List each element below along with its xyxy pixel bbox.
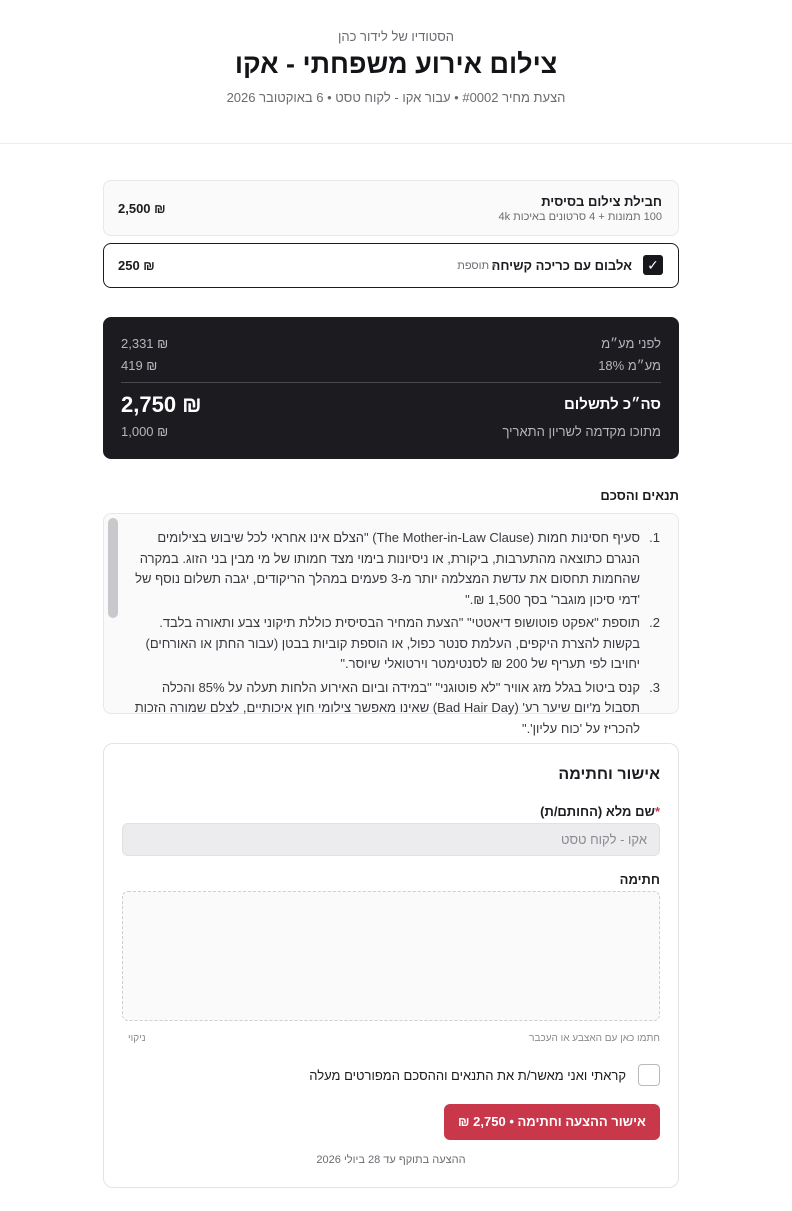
item-price: 2,500 ₪	[118, 201, 166, 216]
terms-item-text: קנס ביטול בגלל מזג אוויר "לא פוטוגני" "במידה וביום האירוע הלחות תעלה על 85% והכלה תסבול מ'יום שיער רע' (Bad Hair Day) שאינו מאפשר צילומי חוץ איכותיים, לצלם שמורה הזכות להכריז על 'כוח עליון'."	[134, 679, 640, 736]
terms-item	[134, 613, 660, 675]
item-description: 100 תמונות + 4 סרטונים באיכות 4k	[498, 211, 662, 223]
subtotal-label: לפני מע״מ	[601, 336, 661, 351]
signature-pad[interactable]	[122, 891, 660, 1021]
addon-tag: • תוספת	[457, 260, 496, 272]
quote-meta: הצעת מחיר #0002 • עבור אקו - לקוח טסט • 6 באוקטובר 2026	[226, 90, 566, 105]
signature-field-label: חתימה	[619, 872, 660, 887]
terms-item	[134, 678, 660, 740]
terms-scroll-area[interactable]	[103, 513, 679, 736]
total-label: סה״כ לתשלום	[563, 396, 661, 413]
full-name-input[interactable]: אקו - לקוח טסט	[122, 823, 660, 856]
terms-item-number: 2.	[649, 615, 660, 630]
signature-title: אישור וחתימה	[558, 766, 660, 783]
summary-divider	[121, 382, 661, 383]
total-value: 2,750 ₪	[121, 392, 202, 417]
deposit-value: 1,000 ₪	[121, 424, 169, 439]
clear-signature-button[interactable]: ניקוי	[128, 1033, 146, 1044]
terms-item-number: 3.	[649, 679, 660, 695]
price-summary	[103, 317, 679, 459]
page-title: צילום אירוע משפחתי - אקו	[234, 49, 558, 79]
agree-terms-label[interactable]: קראתי ואני מאשר/ת את התנאים וההסכם המפורטים מעלה	[309, 1068, 626, 1083]
terms-list	[104, 514, 678, 739]
item-name: חבילת צילום בסיסית	[541, 194, 662, 209]
signature-hint: חתמו כאן עם האצבע או העכבר	[529, 1033, 660, 1044]
line-item-basic-package	[103, 180, 679, 236]
valid-until-note: ההצעה בתוקף עד 28 ביולי 2026	[316, 1154, 466, 1166]
name-label-text: שם מלא (החותם/ת)	[540, 804, 655, 819]
deposit-label: מתוכו מקדמה לשריון התאריך	[502, 424, 661, 439]
signature-card	[103, 743, 679, 1188]
vat-label: מע״מ 18%	[598, 358, 661, 373]
terms-item-text: תוספת "אפקט פוטושופ דיאטטי" "הצעת המחיר הבסיסית כוללת תיקוני צבע ותאורה בלבד. בקשות להצרת היקפים, העלמת סנטר כפול, או הוספת קוביות בבטן (עבור החתן או האורחים) יחויבו לפי תעריף של 200 ₪ לסנטימטר וירטואלי שיוסר."	[145, 615, 640, 671]
item-name: אלבום עם כריכה קשיחה	[491, 258, 632, 273]
studio-name: הסטודיו של לידור כהן	[337, 29, 455, 44]
subtotal-value: 2,331 ₪	[121, 336, 169, 351]
vat-value: 419 ₪	[121, 358, 158, 373]
name-field-label	[540, 804, 660, 819]
required-mark: *	[654, 804, 660, 819]
approve-and-sign-button[interactable]: אישור ההצעה וחתימה • 2,750 ₪	[444, 1104, 660, 1140]
terms-scrollbar[interactable]	[108, 518, 118, 618]
terms-item	[134, 528, 660, 610]
agree-terms-checkbox[interactable]	[638, 1064, 660, 1086]
line-item-album-addon[interactable]	[103, 243, 679, 288]
terms-item-text: סעיף חסינות חמות (The Mother-in-Law Clause) "הצלם אינו אחראי לכל שיבוש בצילומים הנגרם כתוצאה מהתערבות, ביקורת, או ניסיונות בימוי מצד חמותו של מי מבין בני הזוג. במקרה שהחמות תחסום את עדשת המצלמה יותר מ-3 פעמים במהלך הריקודים, יגבה תשלום נוסף של 'דמי סיכון מוגבר' בסך 1,500 ₪."	[135, 530, 640, 607]
quote-header	[0, 0, 792, 144]
addon-checkbox-checked-icon[interactable]: ✓	[643, 255, 663, 275]
terms-item-number: 1.	[649, 530, 660, 545]
item-price: 250 ₪	[118, 258, 155, 273]
terms-title: תנאים והסכם	[600, 488, 679, 503]
